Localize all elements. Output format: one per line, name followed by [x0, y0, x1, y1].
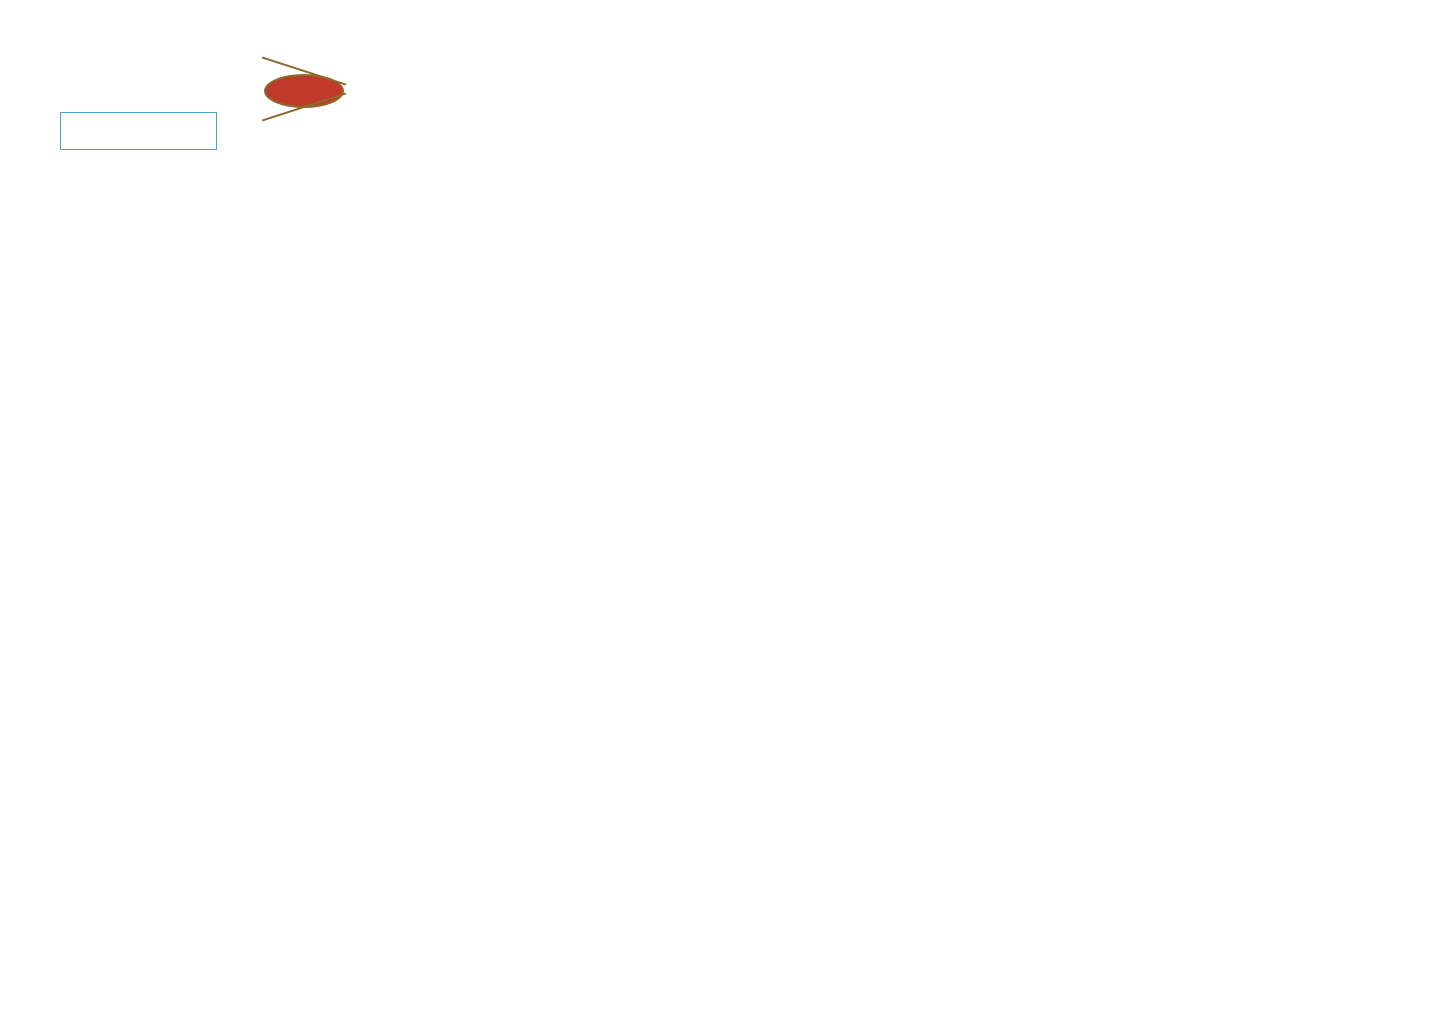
team-name-box [60, 112, 217, 150]
league-logo [258, 66, 350, 124]
